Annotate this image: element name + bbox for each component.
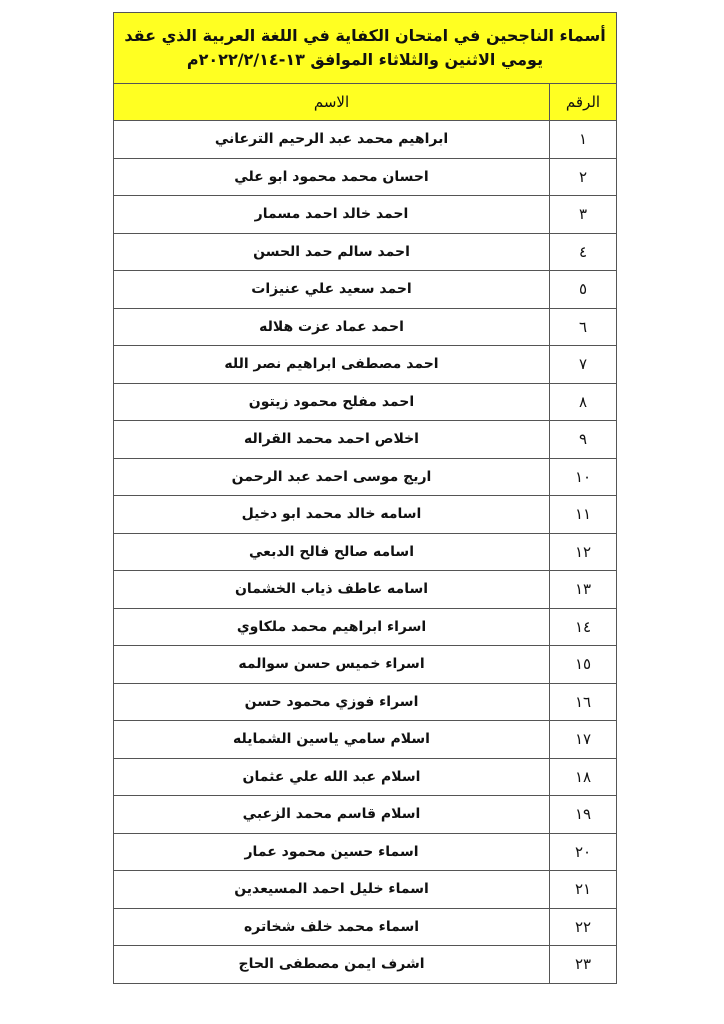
table-row	[114, 121, 617, 159]
row-name: اسامه عاطف ذياب الخشمان	[114, 571, 550, 609]
row-number: ١٥	[550, 646, 617, 684]
row-name: اريج موسى احمد عبد الرحمن	[114, 458, 550, 496]
table-row	[114, 608, 617, 646]
page-title: أسماء الناجحين في امتحان الكفاية في اللغة العربية الذي عقد	[124, 26, 606, 45]
table-row	[114, 158, 617, 196]
row-name: اسلام قاسم محمد الزعبي	[114, 796, 550, 834]
table-row	[114, 946, 617, 984]
row-name: اشرف ايمن مصطفى الحاج	[114, 946, 550, 984]
table-row	[114, 196, 617, 234]
row-number: ١٨	[550, 758, 617, 796]
row-name: احمد سعيد علي عنيزات	[114, 271, 550, 309]
table-row	[114, 646, 617, 684]
row-name: اسماء خليل احمد المسيعدين	[114, 871, 550, 909]
table-row	[114, 458, 617, 496]
row-name: احمد عماد عزت هلاله	[114, 308, 550, 346]
table-row	[114, 721, 617, 759]
row-number: ٢	[550, 158, 617, 196]
row-number: ٢٠	[550, 833, 617, 871]
table-row	[114, 571, 617, 609]
row-number: ٢٣	[550, 946, 617, 984]
table-row	[114, 796, 617, 834]
row-number: ٢٢	[550, 908, 617, 946]
table-row	[114, 871, 617, 909]
row-name: اسلام سامي ياسين الشمايله	[114, 721, 550, 759]
row-number: ٩	[550, 421, 617, 459]
table-row	[114, 496, 617, 534]
column-header-row	[114, 84, 617, 121]
row-name: احمد مفلح محمود زيتون	[114, 383, 550, 421]
row-number: ٢١	[550, 871, 617, 909]
row-name: اسماء حسين محمود عمار	[114, 833, 550, 871]
title-row	[114, 13, 617, 84]
table-row	[114, 346, 617, 384]
page-subtitle: يومي الاثنين والثلاثاء الموافق ١٣-٢٠٢٢/٢/١٤م	[186, 50, 544, 69]
row-number: ٤	[550, 233, 617, 271]
table-row	[114, 421, 617, 459]
table-row	[114, 533, 617, 571]
row-name: احسان محمد محمود ابو علي	[114, 158, 550, 196]
row-number: ١١	[550, 496, 617, 534]
row-number: ١٣	[550, 571, 617, 609]
row-name: احمد خالد احمد مسمار	[114, 196, 550, 234]
row-name: ابراهيم محمد عبد الرحيم الترعاني	[114, 121, 550, 159]
row-number: ١٧	[550, 721, 617, 759]
title-cell	[114, 13, 617, 84]
row-number: ١	[550, 121, 617, 159]
row-name: اسراء خميس حسن سوالمه	[114, 646, 550, 684]
row-name: اسراء ابراهيم محمد ملكاوي	[114, 608, 550, 646]
row-number: ١٢	[550, 533, 617, 571]
row-name: اخلاص احمد محمد القراله	[114, 421, 550, 459]
row-number: ١٩	[550, 796, 617, 834]
row-name: احمد سالم حمد الحسن	[114, 233, 550, 271]
column-header-number: الرقم	[550, 84, 617, 121]
row-name: اسامه خالد محمد ابو دخيل	[114, 496, 550, 534]
table-row	[114, 758, 617, 796]
row-number: ١٦	[550, 683, 617, 721]
row-name: اسلام عبد الله علي عثمان	[114, 758, 550, 796]
table-row	[114, 908, 617, 946]
column-header-name: الاسم	[114, 84, 550, 121]
row-number: ١٤	[550, 608, 617, 646]
row-number: ٧	[550, 346, 617, 384]
document-sheet	[113, 12, 616, 984]
table-row	[114, 383, 617, 421]
table-row	[114, 271, 617, 309]
row-number: ٨	[550, 383, 617, 421]
results-table	[113, 12, 617, 984]
row-number: ٦	[550, 308, 617, 346]
row-name: اسراء فوزي محمود حسن	[114, 683, 550, 721]
row-number: ٣	[550, 196, 617, 234]
row-number: ٥	[550, 271, 617, 309]
table-row	[114, 833, 617, 871]
table-row	[114, 308, 617, 346]
table-row	[114, 683, 617, 721]
table-row	[114, 233, 617, 271]
row-name: اسماء محمد خلف شخاتره	[114, 908, 550, 946]
row-name: اسامه صالح فالح الدبعي	[114, 533, 550, 571]
row-number: ١٠	[550, 458, 617, 496]
row-name: احمد مصطفى ابراهيم نصر الله	[114, 346, 550, 384]
